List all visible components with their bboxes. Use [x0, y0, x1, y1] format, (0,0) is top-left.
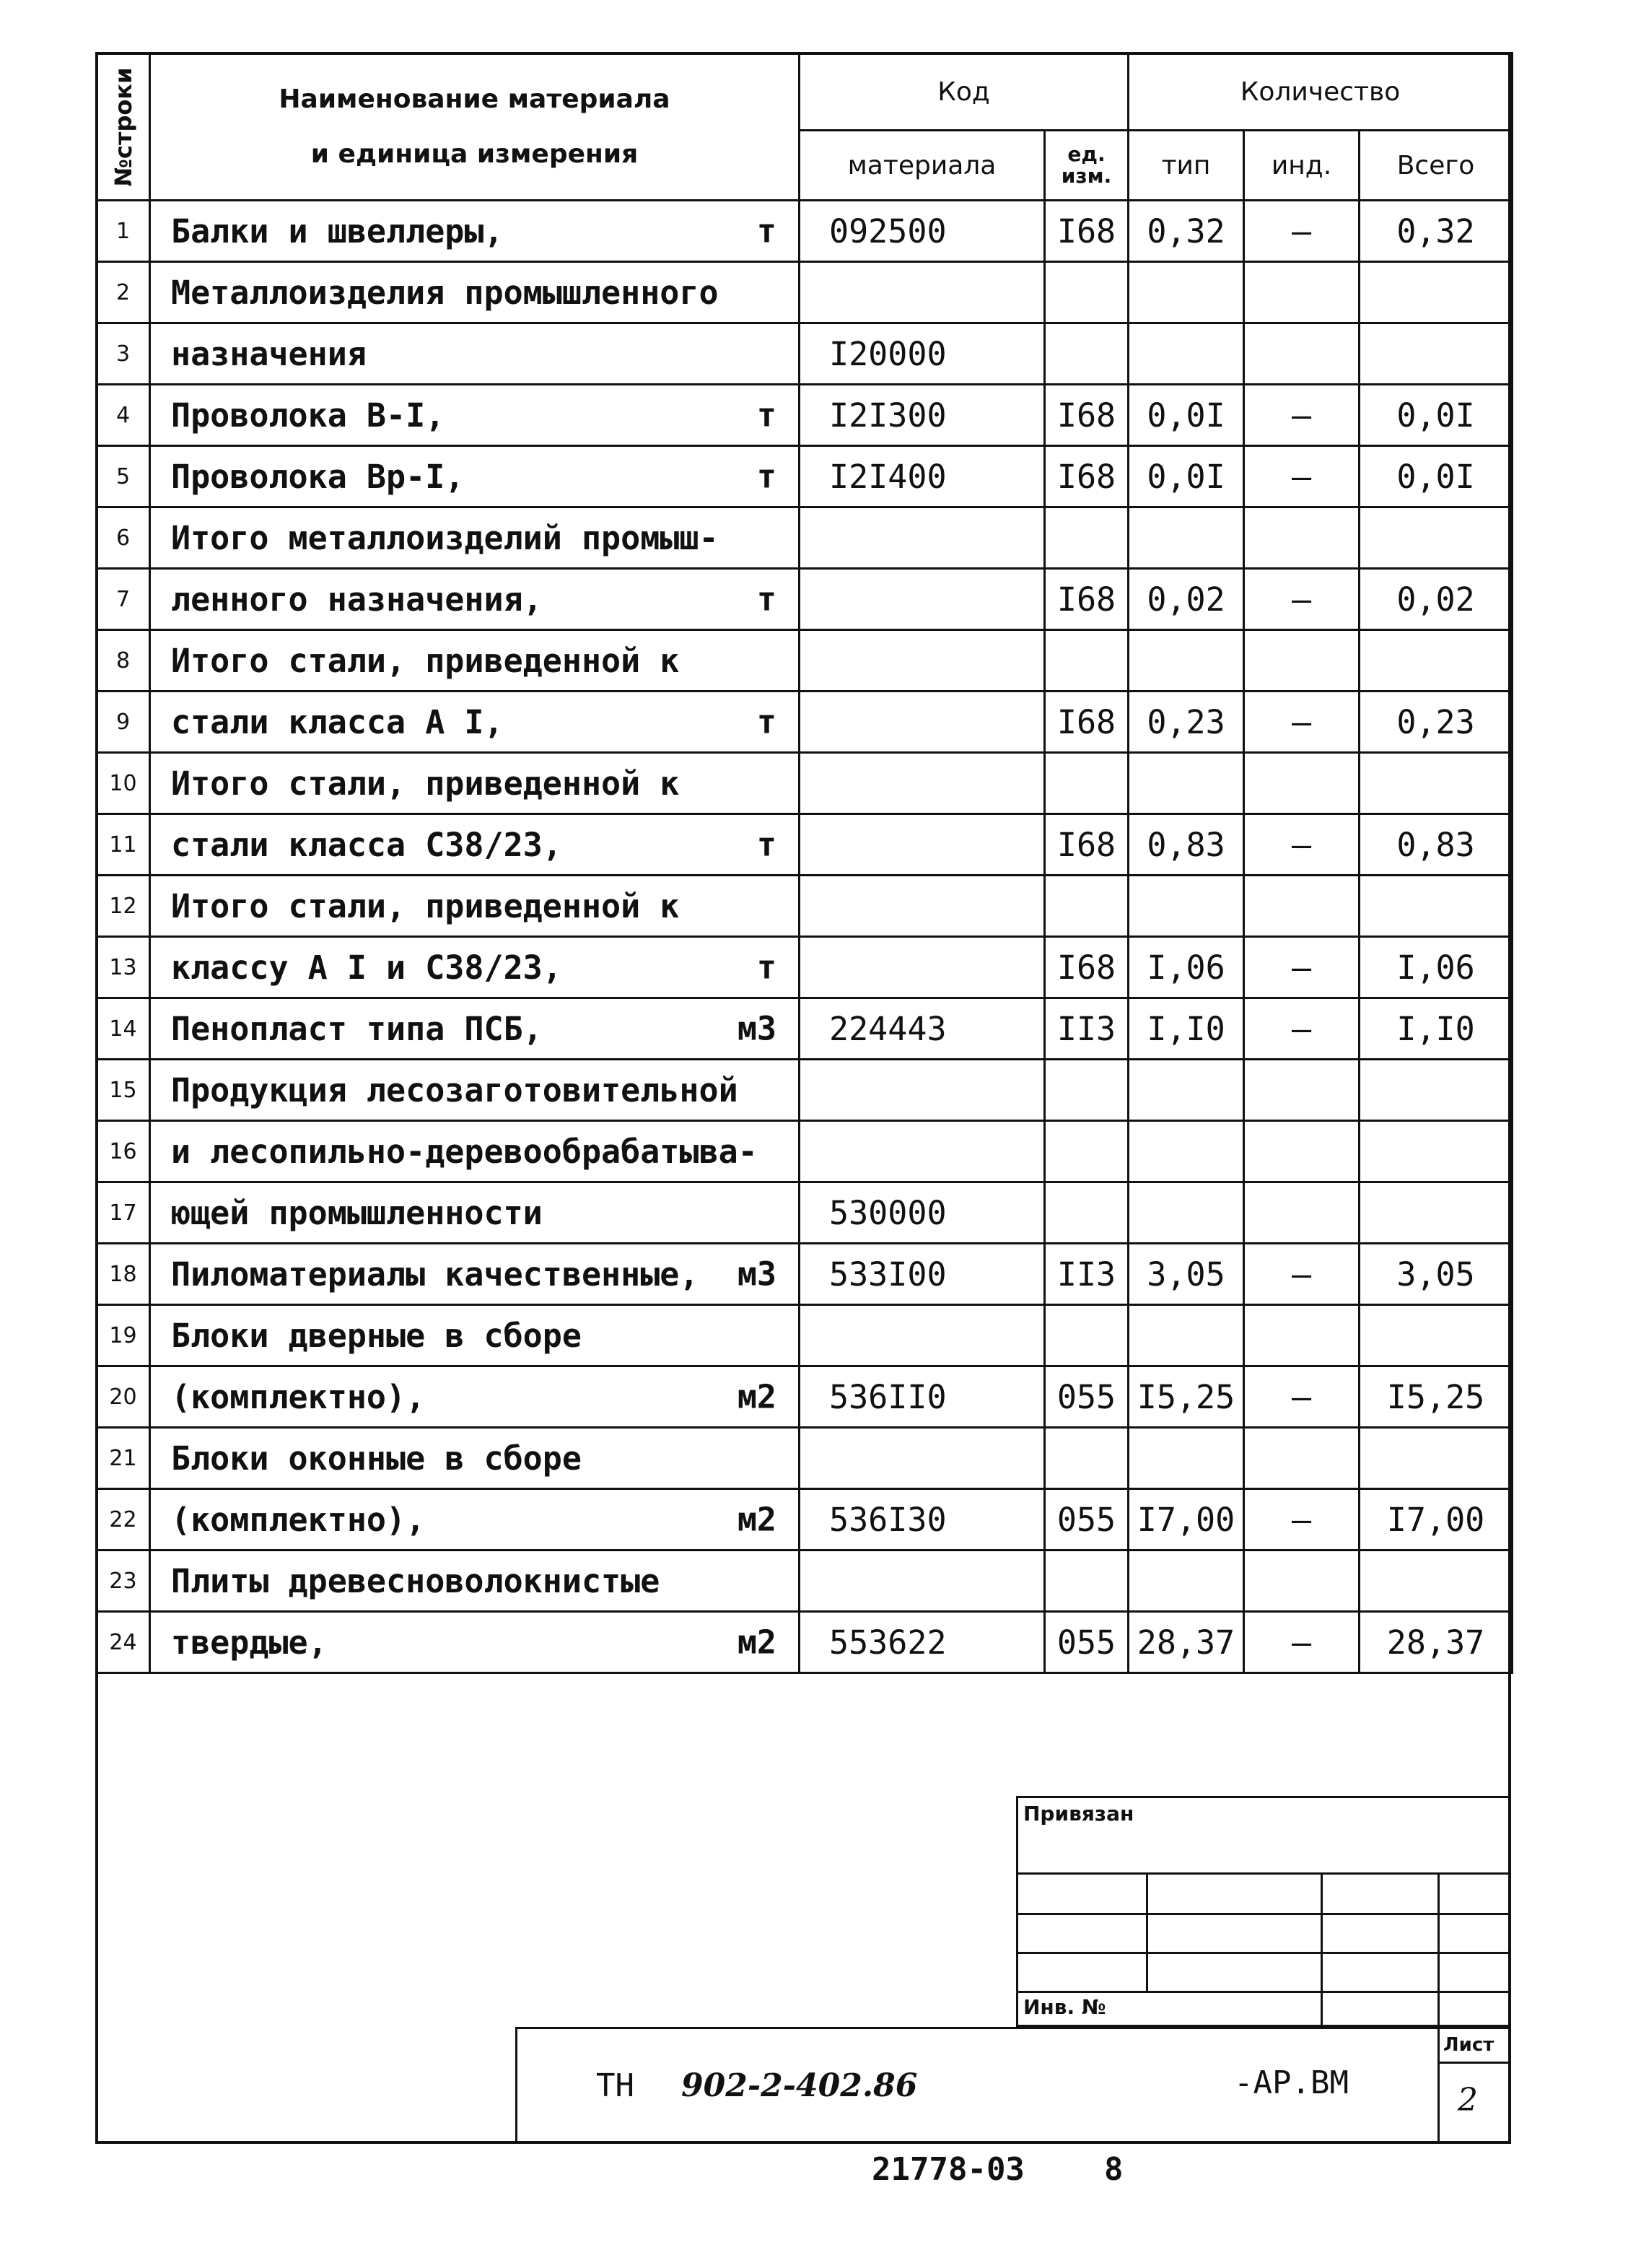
material-name-text: и лесопильно-деревообрабатыва- [171, 1132, 758, 1171]
material-name-text: Итого стали, приведенной к [171, 641, 680, 680]
sheet-label: Лист [1443, 2034, 1494, 2056]
table-row [97, 630, 1513, 692]
row-number: 3 [97, 323, 150, 385]
row-number: 13 [97, 937, 150, 998]
qty-ind [1244, 507, 1360, 569]
material-code [800, 1550, 1045, 1612]
material-name [150, 1121, 800, 1182]
measure-unit: м2 [737, 1377, 776, 1416]
row-number: 11 [97, 814, 150, 876]
material-name-text: Плиты древесноволокнистые [171, 1561, 660, 1600]
qty-total [1360, 507, 1513, 569]
qty-type [1129, 1182, 1244, 1244]
measure-unit: т [756, 580, 776, 619]
row-number: 8 [97, 630, 150, 692]
qty-total [1360, 1060, 1513, 1121]
unit-code: II3 [1045, 998, 1129, 1060]
material-code: I2I300 [800, 385, 1045, 446]
qty-ind: – [1244, 1489, 1360, 1550]
qty-type: 0,83 [1129, 814, 1244, 876]
material-name-text: Блоки дверные в сборе [171, 1316, 582, 1355]
qty-total [1360, 1182, 1513, 1244]
material-code: I2I400 [800, 446, 1045, 507]
unit-code [1045, 323, 1129, 385]
row-number: 19 [97, 1305, 150, 1366]
unit-code: 055 [1045, 1612, 1129, 1673]
qty-type [1129, 507, 1244, 569]
qty-ind: – [1244, 937, 1360, 998]
header-material-name: Наименование материала и единица измерения [150, 53, 800, 201]
material-code: 092500 [800, 201, 1045, 262]
unit-code [1045, 1550, 1129, 1612]
qty-type: I,06 [1129, 937, 1244, 998]
material-name-text: классу А I и С38/23, [171, 948, 562, 987]
qty-type [1129, 630, 1244, 692]
row-number: 16 [97, 1121, 150, 1182]
unit-code: I68 [1045, 814, 1129, 876]
qty-type [1129, 1121, 1244, 1182]
material-code [800, 876, 1045, 937]
unit-code [1045, 753, 1129, 814]
qty-type: 0,23 [1129, 692, 1244, 753]
unit-code: II3 [1045, 1244, 1129, 1305]
unit-code [1045, 1121, 1129, 1182]
qty-total [1360, 1121, 1513, 1182]
qty-type [1129, 876, 1244, 937]
row-number: 5 [97, 446, 150, 507]
stamp-divider [1321, 1872, 1323, 2027]
material-name-text: стали класса С38/23, [171, 825, 562, 864]
table-row [97, 1550, 1513, 1612]
qty-total: 3,05 [1360, 1244, 1513, 1305]
material-name [150, 446, 800, 507]
row-number: 20 [97, 1366, 150, 1428]
page-number: 8 [1104, 2151, 1124, 2188]
material-name [150, 692, 800, 753]
row-number: 17 [97, 1182, 150, 1244]
qty-ind: – [1244, 692, 1360, 753]
row-number: 4 [97, 385, 150, 446]
unit-code [1045, 1428, 1129, 1489]
materials-table [95, 52, 1513, 1674]
table-row [97, 876, 1513, 937]
row-number: 23 [97, 1550, 150, 1612]
sheet-line [1437, 2062, 1511, 2064]
measure-unit: т [756, 825, 776, 864]
material-name [150, 507, 800, 569]
qty-type: I,I0 [1129, 998, 1244, 1060]
qty-type [1129, 262, 1244, 323]
material-name-text: Итого металлоизделий промыш- [171, 518, 719, 557]
qty-total [1360, 323, 1513, 385]
qty-total: 0,23 [1360, 692, 1513, 753]
material-name-text: Блоки оконные в сборе [171, 1439, 582, 1478]
unit-code: 055 [1045, 1366, 1129, 1428]
qty-ind [1244, 876, 1360, 937]
header-row-1 [97, 53, 1513, 131]
material-name [150, 1612, 800, 1673]
header-total: Всего [1360, 131, 1513, 201]
material-name [150, 998, 800, 1060]
material-code [800, 753, 1045, 814]
material-name-text: ющей промышленности [171, 1193, 543, 1232]
material-name-text: Пиломатериалы качественные, [171, 1255, 699, 1294]
unit-code: 055 [1045, 1489, 1129, 1550]
row-number: 14 [97, 998, 150, 1060]
qty-ind [1244, 1428, 1360, 1489]
qty-total [1360, 876, 1513, 937]
measure-unit: м3 [737, 1255, 776, 1294]
material-code: 533I00 [800, 1244, 1045, 1305]
qty-ind: – [1244, 569, 1360, 630]
material-name [150, 262, 800, 323]
qty-type [1129, 1550, 1244, 1612]
table-row [97, 1182, 1513, 1244]
measure-unit: м3 [737, 1009, 776, 1048]
qty-type [1129, 323, 1244, 385]
material-name [150, 630, 800, 692]
material-name [150, 876, 800, 937]
material-name-text: Балки и швеллеры, [171, 211, 504, 250]
unit-code [1045, 1060, 1129, 1121]
header-type: тип [1129, 131, 1244, 201]
material-name-text: Пенопласт типа ПСБ, [171, 1009, 543, 1048]
row-number: 15 [97, 1060, 150, 1121]
material-code [800, 1060, 1045, 1121]
stamp-divider [1146, 1872, 1148, 1991]
material-name [150, 1489, 800, 1550]
unit-code: I68 [1045, 446, 1129, 507]
doc-prefix: ТН [596, 2067, 634, 2104]
material-name [150, 385, 800, 446]
material-name-text: назначения [171, 334, 367, 373]
table-row [97, 1428, 1513, 1489]
sheet-number: 2 [1458, 2082, 1478, 2119]
table-row [97, 1060, 1513, 1121]
table-body [97, 201, 1513, 1673]
measure-unit: т [756, 396, 776, 435]
measure-unit: м2 [737, 1623, 776, 1662]
material-name [150, 937, 800, 998]
qty-type: I7,00 [1129, 1489, 1244, 1550]
qty-type: 0,0I [1129, 446, 1244, 507]
qty-ind: – [1244, 814, 1360, 876]
unit-code: I68 [1045, 937, 1129, 998]
material-name [150, 1428, 800, 1489]
material-name [150, 1182, 800, 1244]
header-code: Код [800, 53, 1129, 131]
material-name [150, 1550, 800, 1612]
material-code [800, 262, 1045, 323]
unit-code [1045, 630, 1129, 692]
qty-ind: – [1244, 201, 1360, 262]
unit-code [1045, 262, 1129, 323]
qty-type: 0,32 [1129, 201, 1244, 262]
qty-type: I5,25 [1129, 1366, 1244, 1428]
material-name [150, 569, 800, 630]
header-unit: ед. изм. [1045, 131, 1129, 201]
table-row [97, 323, 1513, 385]
material-code: 536II0 [800, 1366, 1045, 1428]
qty-ind [1244, 262, 1360, 323]
row-number: 21 [97, 1428, 150, 1489]
qty-total [1360, 753, 1513, 814]
qty-ind: – [1244, 446, 1360, 507]
material-code [800, 1305, 1045, 1366]
material-code: 530000 [800, 1182, 1045, 1244]
material-name-text: ленного назначения, [171, 580, 543, 619]
material-code [800, 937, 1045, 998]
material-code: 224443 [800, 998, 1045, 1060]
qty-total: I5,25 [1360, 1366, 1513, 1428]
qty-ind [1244, 1060, 1360, 1121]
material-code [800, 507, 1045, 569]
table-row [97, 201, 1513, 262]
material-name [150, 1244, 800, 1305]
qty-ind: – [1244, 1612, 1360, 1673]
row-number: 22 [97, 1489, 150, 1550]
table-row [97, 1121, 1513, 1182]
material-code [800, 630, 1045, 692]
material-name-text: Проволока Вр-I, [171, 457, 465, 496]
material-name-text: Итого стали, приведенной к [171, 886, 680, 925]
table-row [97, 569, 1513, 630]
unit-code: I68 [1045, 201, 1129, 262]
table-row [97, 1305, 1513, 1366]
qty-total: 0,83 [1360, 814, 1513, 876]
row-number: 2 [97, 262, 150, 323]
unit-code [1045, 876, 1129, 937]
table-row [97, 446, 1513, 507]
unit-code: I68 [1045, 385, 1129, 446]
measure-unit: т [756, 948, 776, 987]
material-code [800, 1428, 1045, 1489]
material-name-text: Металлоизделия промышленного [171, 273, 719, 312]
qty-ind: – [1244, 998, 1360, 1060]
material-name-text: Итого стали, приведенной к [171, 764, 680, 803]
qty-type [1129, 1060, 1244, 1121]
table-row [97, 1366, 1513, 1428]
material-code: 553622 [800, 1612, 1045, 1673]
table-row [97, 1489, 1513, 1550]
qty-total: 28,37 [1360, 1612, 1513, 1673]
material-code: 536I30 [800, 1489, 1045, 1550]
material-code [800, 692, 1045, 753]
measure-unit: т [756, 457, 776, 496]
unit-code [1045, 507, 1129, 569]
measure-unit: м2 [737, 1500, 776, 1539]
measure-unit: т [756, 702, 776, 741]
qty-ind: – [1244, 385, 1360, 446]
qty-type: 0,0I [1129, 385, 1244, 446]
table-row [97, 262, 1513, 323]
doc-number: 902-2-402.86 [681, 2067, 918, 2104]
row-number: 18 [97, 1244, 150, 1305]
material-code [800, 569, 1045, 630]
qty-total [1360, 262, 1513, 323]
row-number: 10 [97, 753, 150, 814]
table-row [97, 1244, 1513, 1305]
material-name-text: твердые, [171, 1623, 328, 1662]
material-name [150, 814, 800, 876]
row-number: 12 [97, 876, 150, 937]
material-name [150, 1060, 800, 1121]
material-code: I20000 [800, 323, 1045, 385]
archive-number: 21778-03 [872, 2151, 1025, 2188]
material-name-text: Проволока В-I, [171, 396, 445, 435]
material-name-text: стали класса А I, [171, 702, 504, 741]
material-name-text: (комплектно), [171, 1377, 426, 1416]
measure-unit: т [756, 211, 776, 250]
qty-ind [1244, 323, 1360, 385]
qty-type [1129, 1428, 1244, 1489]
qty-total: 0,0I [1360, 446, 1513, 507]
qty-ind [1244, 1550, 1360, 1612]
title-block [515, 2027, 1511, 2144]
stamp-divider [1437, 1872, 1440, 2027]
qty-total: 0,02 [1360, 569, 1513, 630]
qty-type: 0,02 [1129, 569, 1244, 630]
material-code [800, 1121, 1045, 1182]
material-name-text: (комплектно), [171, 1500, 426, 1539]
qty-type: 3,05 [1129, 1244, 1244, 1305]
table-row [97, 753, 1513, 814]
unit-code [1045, 1305, 1129, 1366]
qty-total [1360, 1550, 1513, 1612]
qty-total [1360, 630, 1513, 692]
qty-ind [1244, 1305, 1360, 1366]
table-row [97, 692, 1513, 753]
qty-ind [1244, 1182, 1360, 1244]
material-name [150, 1366, 800, 1428]
material-name [150, 201, 800, 262]
table-row [97, 998, 1513, 1060]
qty-total: I,I0 [1360, 998, 1513, 1060]
qty-ind: – [1244, 1244, 1360, 1305]
row-number: 9 [97, 692, 150, 753]
material-name [150, 1305, 800, 1366]
qty-ind [1244, 1121, 1360, 1182]
material-name [150, 753, 800, 814]
qty-total: I7,00 [1360, 1489, 1513, 1550]
qty-ind [1244, 753, 1360, 814]
header-ind: инд. [1244, 131, 1360, 201]
unit-code: I68 [1045, 692, 1129, 753]
row-number: 1 [97, 201, 150, 262]
qty-total: 0,32 [1360, 201, 1513, 262]
unit-code: I68 [1045, 569, 1129, 630]
qty-ind [1244, 630, 1360, 692]
material-name [150, 323, 800, 385]
table-row [97, 937, 1513, 998]
qty-type [1129, 1305, 1244, 1366]
qty-total [1360, 1428, 1513, 1489]
header-quantity: Количество [1129, 53, 1513, 131]
material-name-text: Продукция лесозаготовительной [171, 1070, 738, 1109]
table-row [97, 1612, 1513, 1673]
attached-label: Привязан [1023, 1802, 1134, 1826]
qty-total: 0,0I [1360, 385, 1513, 446]
qty-type [1129, 753, 1244, 814]
material-code [800, 814, 1045, 876]
table-row [97, 385, 1513, 446]
sheet-divider [1437, 2027, 1440, 2144]
inventory-number-label: Инв. № [1023, 1995, 1106, 2019]
qty-ind: – [1244, 1366, 1360, 1428]
unit-code [1045, 1182, 1129, 1244]
qty-total: I,06 [1360, 937, 1513, 998]
row-number: 6 [97, 507, 150, 569]
table-row [97, 814, 1513, 876]
header-material-code: материала [800, 131, 1045, 201]
row-number: 7 [97, 569, 150, 630]
header-row-no: №строки [97, 53, 150, 201]
table-row [97, 507, 1513, 569]
qty-type: 28,37 [1129, 1612, 1244, 1673]
qty-total [1360, 1305, 1513, 1366]
doc-suffix: -АР.ВМ [1234, 2064, 1349, 2101]
row-number: 24 [97, 1612, 150, 1673]
